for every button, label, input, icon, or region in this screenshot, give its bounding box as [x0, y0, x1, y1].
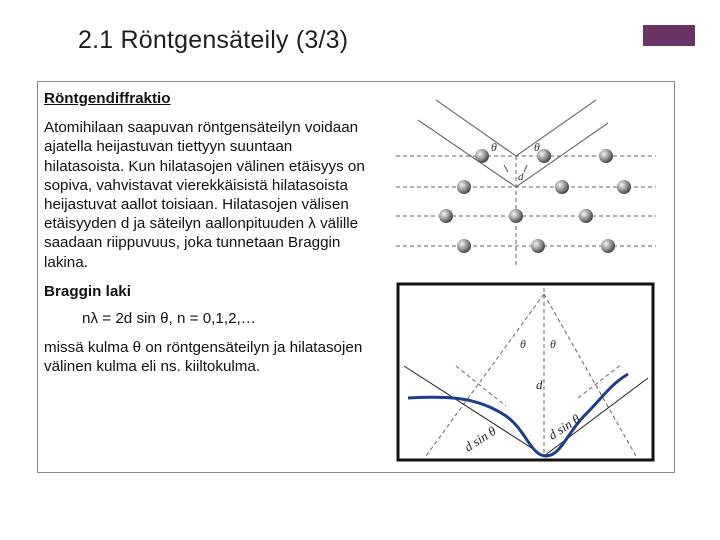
lattice-figure	[396, 100, 656, 266]
bragg-diagram	[396, 96, 666, 466]
atom	[475, 149, 489, 163]
d-label-top: d	[518, 171, 524, 183]
atom	[599, 149, 613, 163]
atom	[509, 209, 523, 223]
incident-ray-1	[436, 100, 516, 156]
accent-bar	[643, 25, 695, 46]
path-difference-figure	[398, 284, 653, 460]
theta-label-bottom-left: θ	[520, 337, 526, 351]
slide-title: 2.1 Röntgensäteily (3/3)	[78, 26, 349, 54]
atoms	[439, 149, 631, 253]
d-sin-label-left: d sin θ	[461, 423, 499, 455]
theta-label-bottom-right: θ	[550, 337, 556, 351]
path-tick-right	[524, 165, 527, 172]
d-sin-label-right: d sin θ	[545, 411, 583, 443]
atom	[555, 180, 569, 194]
reflected-ray-1	[516, 100, 596, 156]
reflected-ray-2	[516, 123, 608, 187]
heading-rontgendiffraktio: Röntgendiffraktio	[44, 90, 171, 107]
atom	[439, 209, 453, 223]
theta-label-top-right: θ	[534, 140, 540, 154]
path-tick-left	[504, 165, 508, 172]
d-label-bottom: d	[536, 377, 543, 392]
bragg-formula: nλ = 2d sin θ, n = 0,1,2,…	[82, 310, 256, 328]
figure-frame	[398, 284, 653, 460]
atom	[457, 239, 471, 253]
paragraph-diffraction: Atomihilaan saapuvan röntgensäteilyn voidaan ajatella heijastuvan tiettyyn suuntaan hilatasoista. Kun hilatasojen välinen etäisyys on sopiva, vahvistavat vierekkäisistä hilatasoista heijastuvat aallot toisiaan. Hilatasojen välisen etäisyyden d ja säteilyn aallonpituuden λ välille saadaan riippuvuus, joka tunnetaan Braggin lakina.	[44, 119, 365, 271]
incident-ray-2	[418, 120, 516, 187]
atom	[601, 239, 615, 253]
theta-label-top-left: θ	[491, 140, 497, 154]
atom	[579, 209, 593, 223]
atom	[617, 180, 631, 194]
paragraph-angle: missä kulma θ on röntgensäteilyn ja hilatasojen välinen kulma eli ns. kiiltokulma.	[44, 339, 363, 376]
heading-braggin-laki: Braggin laki	[44, 282, 131, 300]
atom	[531, 239, 545, 253]
text-column	[44, 89, 374, 377]
atom	[457, 180, 471, 194]
